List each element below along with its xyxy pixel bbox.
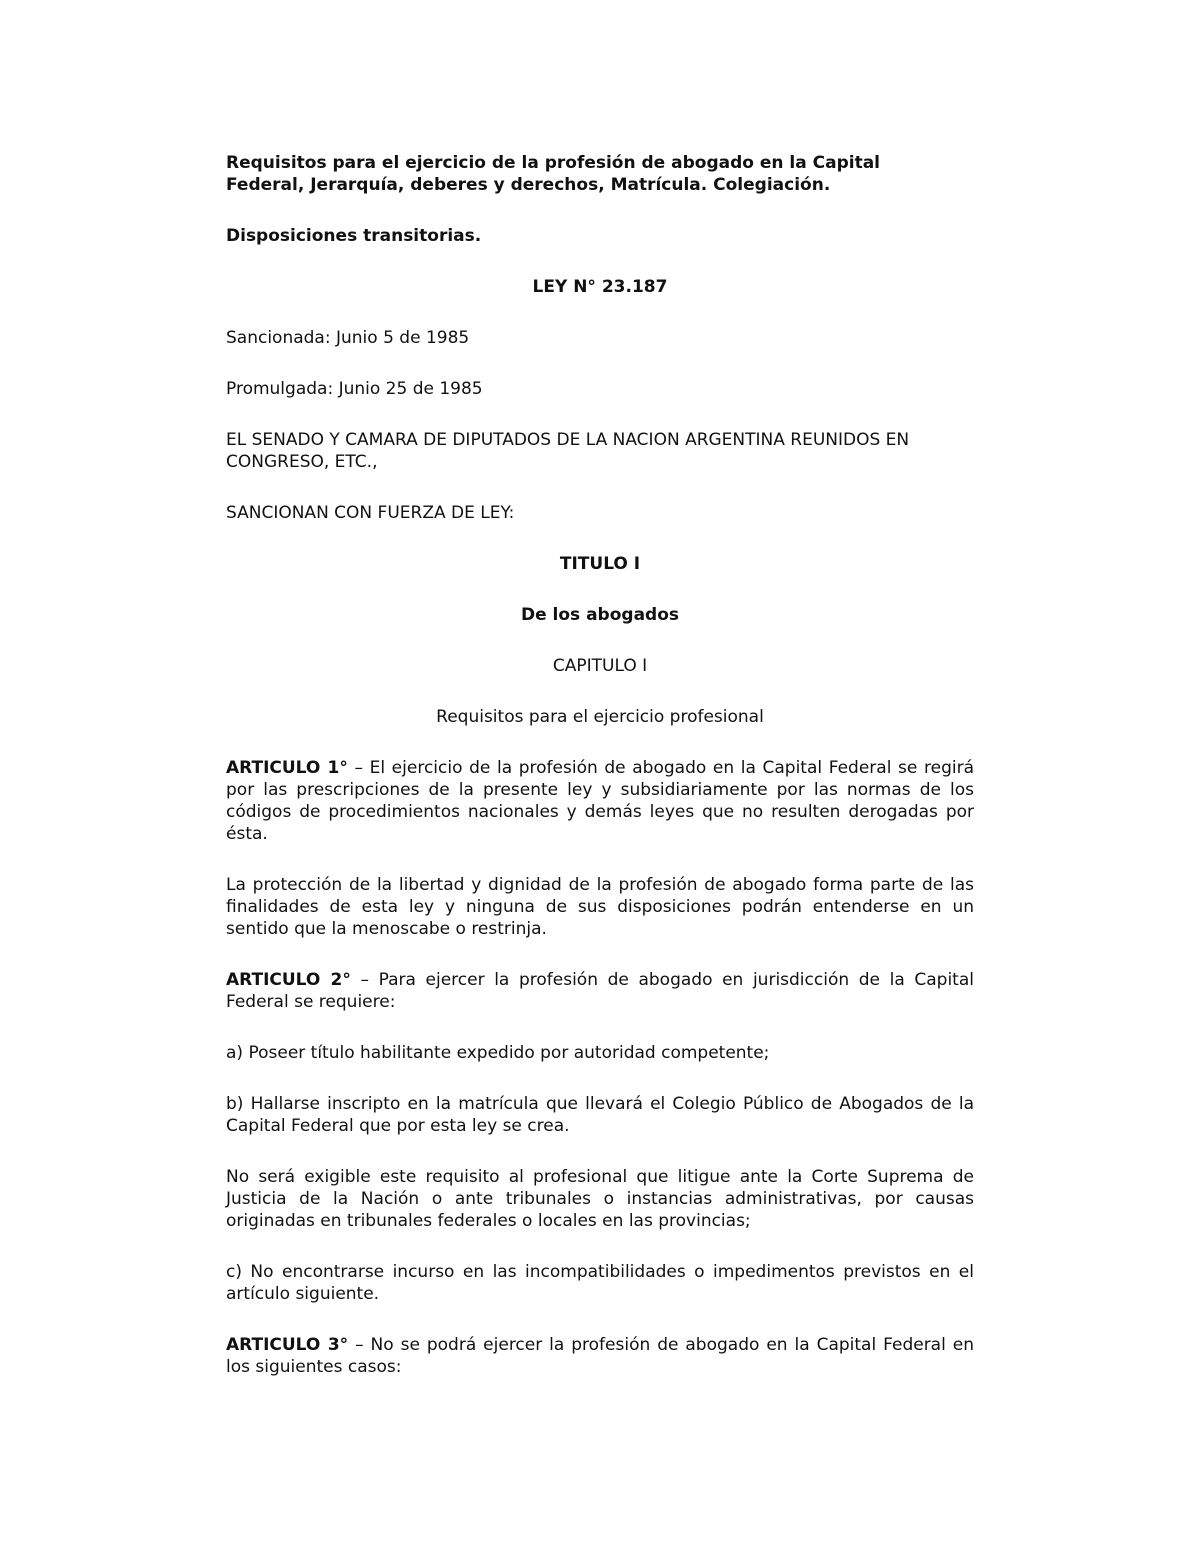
document-page [226,152,974,1378]
article-1-text: – El ejercicio de la profesión de abogado en la Capital Federal se regirá por las prescripciones de la presente ley y subsidiariamente por las normas de los códigos de procedimientos nacionales y demás leyes que no resulten derogadas por ésta. [226,758,974,844]
document-title [226,152,974,196]
article-1-label: ARTICULO 1° [226,758,348,778]
enactment-formula: SANCIONAN CON FUERZA DE LEY: [226,503,515,523]
article-1-paragraph-2: La protección de la libertad y dignidad de la profesión de abogado forma parte de las finalidades de esta ley y ninguna de sus disposiciones podrán entenderse en un sentido que la menoscabe o restrinja. [226,875,974,939]
article-2-text: – Para ejercer la profesión de abogado en jurisdicción de la Capital Federal se requiere: [226,970,974,1012]
article-2-item-c: c) No encontrarse incurso en las incompatibilidades o impedimentos previstos en el artículo siguiente. [226,1262,974,1304]
article-3-text: – No se podrá ejercer la profesión de abogado en la Capital Federal en los siguientes casos: [226,1335,974,1377]
article-2-label: ARTICULO 2° [226,970,351,990]
titulo-heading: TITULO I [559,554,641,574]
article-2-item-b: b) Hallarse inscripto en la matrícula que llevará el Colegio Público de Abogados de la Capital Federal que por esta ley se crea. [226,1094,974,1136]
capitulo-name: Requisitos para el ejercicio profesional [436,707,764,727]
preamble: EL SENADO Y CAMARA DE DIPUTADOS DE LA NACION ARGENTINA REUNIDOS EN CONGRESO, ETC., [226,430,910,472]
law-number: LEY N° 23.187 [532,277,668,297]
article-2-item-b-exception: No será exigible este requisito al profesional que litigue ante la Corte Suprema de Justicia de la Nación o ante tribunales o instancias administrativas, por causas originadas en tribunales federales o locales en las provincias; [226,1167,974,1231]
article-3-label: ARTICULO 3° [226,1335,349,1355]
article-2 [226,969,974,1013]
sanctioned-date: Sancionada: Junio 5 de 1985 [226,328,470,348]
document-title-line-1: Requisitos para el ejercicio de la profesión de abogado en la Capital [226,153,880,173]
document-subtitle: Disposiciones transitorias. [226,226,482,246]
promulgated-date: Promulgada: Junio 25 de 1985 [226,379,483,399]
capitulo-heading: CAPITULO I [552,656,648,676]
article-3 [226,1334,974,1378]
article-2-item-a: a) Poseer título habilitante expedido por autoridad competente; [226,1043,770,1063]
article-1 [226,757,974,845]
titulo-name: De los abogados [520,605,680,625]
document-title-line-2: Federal, Jerarquía, deberes y derechos, Matrícula. Colegiación. [226,175,831,195]
